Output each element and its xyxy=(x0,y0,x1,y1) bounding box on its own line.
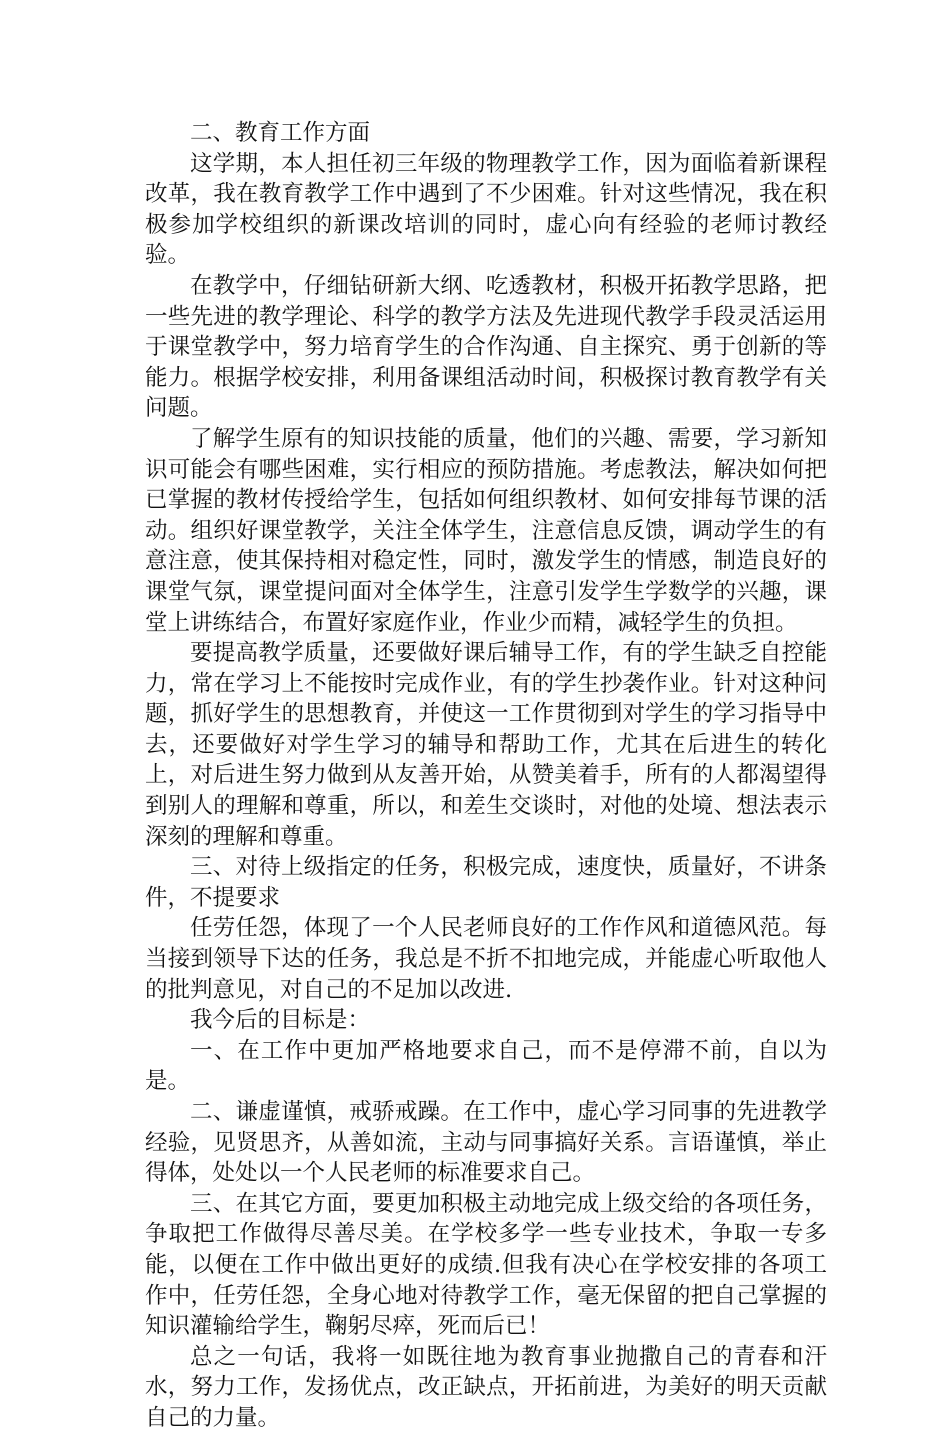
document-body xyxy=(145,118,827,1434)
paragraph: 这学期，本人担任初三年级的物理教学工作，因为面临着新课程改革，我在教育教学工作中遇到了不少困难。针对这些情况，我在积极参加学校组织的新课改培训的同时，虚心向有经验的老师讨教经验。 xyxy=(145,150,827,269)
goals-heading: 我今后的目标是： xyxy=(190,1007,371,1034)
goal-item: 一、在工作中更加严格地要求自己，而不是停滞不前，自以为是。 xyxy=(145,1037,827,1095)
goal-item: 三、在其它方面，要更加积极主动地完成上级交给的各项任务，争取把工作做得尽善尽美。在学校多学一些专业技术，争取一专多能，以便在工作中做出更好的成绩.但我有决心在学校安排的各项工作中，任劳任怨，全身心地对待教学工作，毫无保留的把自己掌握的知识灌输给学生，鞠躬尽瘁，死而后已！ xyxy=(145,1190,827,1340)
paragraph: 了解学生原有的知识技能的质量，他们的兴趣、需要，学习新知识可能会有哪些困难，实行相应的预防措施。考虑教法，解决如何把已掌握的教材传授给学生，包括如何组织教材、如何安排每节课的活动。组织好课堂教学，关注全体学生，注意信息反馈，调动学生的有意注意，使其保持相对稳定性，同时，激发学生的情感，制造良好的课堂气氛，课堂提问面对全体学生，注意引发学生学数学的兴趣，课堂上讲练结合，布置好家庭作业，作业少而精，减轻学生的负担。 xyxy=(145,425,827,636)
paragraph: 在教学中，仔细钻研新大纲、吃透教材，积极开拓教学思路，把一些先进的教学理论、科学的教学方法及先进现代教学手段灵活运用于课堂教学中，努力培育学生的合作沟通、自主探究、勇于创新的等能力。根据学校安排，利用备课组活动时间，积极探讨教育教学有关问题。 xyxy=(145,272,827,422)
section-heading-tasks: 三、对待上级指定的任务，积极完成，速度快，质量好，不讲条件，不提要求 xyxy=(145,854,827,911)
conclusion-paragraph: 总之一句话，我将一如既往地为教育事业抛撒自己的青春和汗水，努力工作，发扬优点，改正缺点，开拓前进，为美好的明天贡献自己的力量。 xyxy=(145,1343,827,1431)
section-heading-education: 二、教育工作方面 xyxy=(190,120,371,146)
paragraph: 任劳任怨，体现了一个人民老师良好的工作作风和道德风范。每当接到领导下达的任务，我总是不折不扣地完成，并能虚心听取他人的批判意见，对自己的不足加以改进. xyxy=(145,915,827,1003)
paragraph: 要提高教学质量，还要做好课后辅导工作，有的学生缺乏自控能力，常在学习上不能按时完成作业，有的学生抄袭作业。针对这种问题，抓好学生的思想教育，并使这一工作贯彻到对学生的学习指导中去，还要做好对学生学习的辅导和帮助工作，尤其在后进生的转化上，对后进生努力做到从友善开始，从赞美着手，所有的人都渴望得到别人的理解和尊重，所以，和差生交谈时，对他的处境、想法表示深刻的理解和尊重。 xyxy=(145,640,827,850)
goal-item: 二、谦虚谨慎，戒骄戒躁。在工作中，虚心学习同事的先进教学经验，见贤思齐，从善如流，主动与同事搞好关系。言语谨慎，举止得体，处处以一个人民老师的标准要求自己。 xyxy=(145,1099,827,1187)
